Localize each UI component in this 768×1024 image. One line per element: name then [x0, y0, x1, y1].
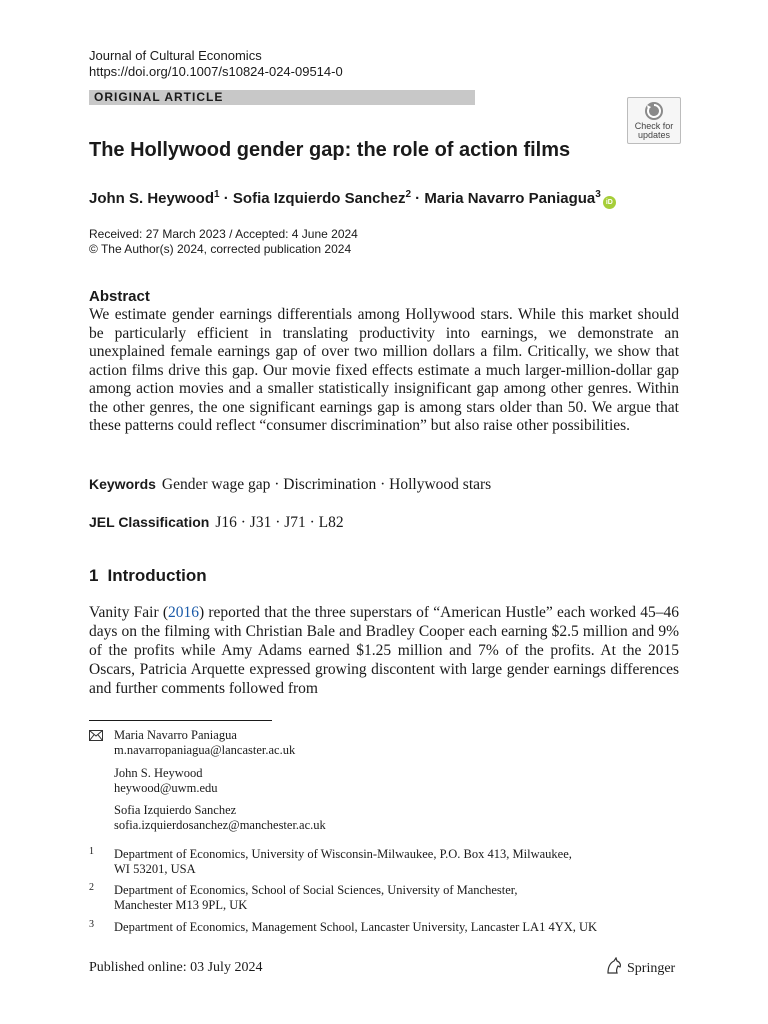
- jel-codes: J16 · J31 · J71 · L82: [215, 514, 344, 531]
- email-link[interactable]: heywood@uwm.edu: [114, 781, 218, 795]
- contact-name: John S. Heywood: [114, 766, 203, 780]
- check-for-updates-badge[interactable]: [627, 97, 681, 144]
- check-updates-line-1: Check for: [634, 121, 674, 131]
- article-type-label: ORIGINAL ARTICLE: [94, 90, 224, 104]
- affiliation-line: Department of Economics, Management School, Lancaster University, Lancaster LA1 4YX, UK: [114, 920, 598, 934]
- received-accepted-dates: Received: 27 March 2023 / Accepted: 4 June 2024: [89, 227, 358, 241]
- jel-heading: JEL Classification: [89, 514, 210, 530]
- jel-row: [89, 512, 344, 533]
- keywords-text: Gender wage gap · Discrimination · Hollywood stars: [161, 476, 492, 493]
- affiliation-number: 3: [89, 919, 94, 930]
- affiliation-number: 1: [89, 846, 94, 857]
- author-list: [89, 185, 616, 209]
- affiliation-marker: 3: [595, 189, 601, 200]
- corresponding-author-name: Maria Navarro Paniagua: [114, 728, 237, 742]
- email-link[interactable]: m.navarropaniagua@lancaster.ac.uk: [114, 743, 296, 757]
- author-separator: ·: [411, 190, 425, 207]
- springer-horse-icon: [605, 957, 623, 975]
- section-title-text: Introduction: [107, 566, 207, 585]
- affiliation-marker: 1: [214, 189, 220, 200]
- doi-link[interactable]: https://doi.org/10.1007/s10824-024-09514-0: [89, 64, 343, 79]
- email-link[interactable]: sofia.izquierdosanchez@manchester.ac.uk: [114, 818, 326, 832]
- author-name[interactable]: Maria Navarro Paniagua: [424, 190, 596, 207]
- affiliation-line: Manchester M13 9PL, UK: [114, 898, 248, 912]
- published-online-date: Published online: 03 July 2024: [89, 960, 263, 975]
- envelope-icon: [89, 730, 103, 741]
- intro-text-start: Vanity Fair (: [89, 604, 168, 621]
- author-name[interactable]: Sofia Izquierdo Sanchez: [232, 190, 406, 207]
- affiliation-text: [114, 883, 654, 913]
- affiliation-number: 2: [89, 882, 94, 893]
- affiliation-text: [114, 920, 654, 935]
- publisher-logo[interactable]: [605, 957, 675, 979]
- article-title: The Hollywood gender gap: the role of action films: [89, 139, 571, 161]
- article-type-bar: [89, 90, 475, 105]
- affiliation-text: [114, 847, 654, 877]
- orcid-icon[interactable]: iD: [603, 196, 616, 209]
- journal-name: Journal of Cultural Economics: [89, 48, 262, 63]
- keywords-heading: Keywords: [89, 476, 156, 492]
- section-number: 1: [89, 566, 99, 585]
- copyright-notice: © The Author(s) 2024, corrected publication 2024: [89, 242, 352, 256]
- affiliation-marker: 2: [405, 189, 412, 200]
- affiliation-line: Department of Economics, University of Wisconsin-Milwaukee, P.O. Box 413, Milwaukee,: [114, 847, 572, 861]
- affiliation-line: Department of Economics, School of Social Sciences, University of Manchester,: [114, 883, 518, 897]
- intro-text-rest: ) reported that the three superstars of “American Hustle” each worked 45–46 days on the filming with Christian Bale and Bradley Cooper each earning $2.5 million and 9% of the profits while Amy Adams earned $1.25 million and 7% of the profits. At the 2015 Oscars, Patricia Arquette expressed growing discontent with large gender earnings differences and further comments followed from: [89, 604, 679, 697]
- section-heading-introduction: [89, 565, 207, 587]
- introduction-paragraph: [89, 603, 679, 698]
- citation-link[interactable]: 2016: [168, 604, 199, 621]
- author-name[interactable]: John S. Heywood: [89, 190, 215, 207]
- keywords-row: [89, 474, 491, 495]
- check-updates-line-2: updates: [637, 130, 671, 140]
- contact-name: Sofia Izquierdo Sanchez: [114, 803, 237, 817]
- affiliation-line: WI 53201, USA: [114, 862, 196, 876]
- abstract-heading: Abstract: [89, 288, 150, 305]
- author-separator: ·: [219, 190, 233, 207]
- abstract-body: We estimate gender earnings differentials among Hollywood stars. While this market should be particularly efficient in translating productivity into earnings, we demonstrate an unexplained female earnings gap of over two million dollars a film. Critically, we show that action films drive this gap. Our movie fixed effects estimate a much larger-million-dollar gap among action movies and a smaller statistically insignificant gap among other genres. Within the other genres, the one significant earnings gap is among stars older than 50. We argue that these patterns could reflect “consumer discrimination” but also raise other possibilities.: [89, 306, 679, 434]
- footnote-divider: [89, 720, 272, 721]
- update-refresh-icon: [644, 101, 664, 121]
- publisher-name: Springer: [627, 961, 676, 976]
